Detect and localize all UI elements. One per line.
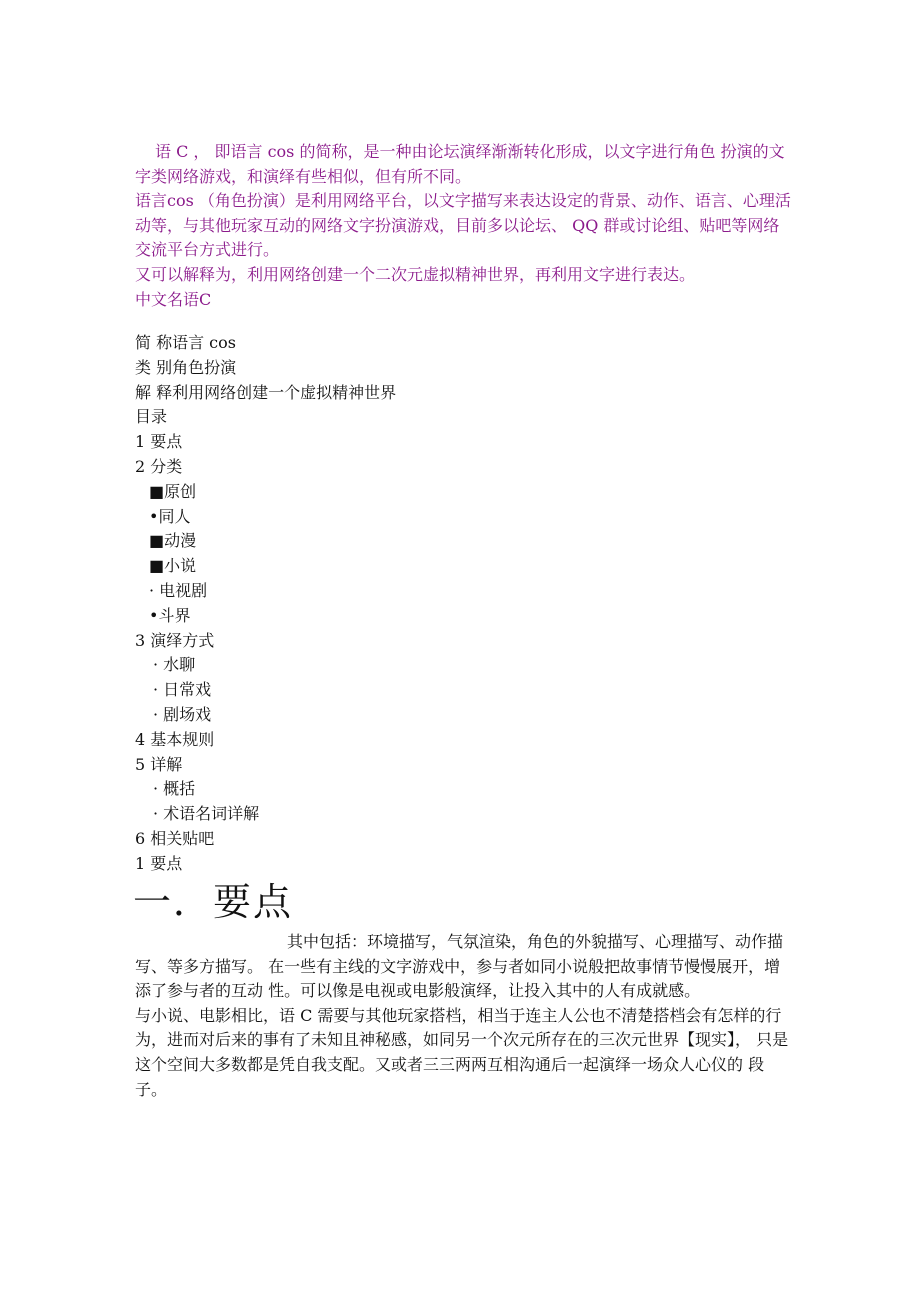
- body-paragraph-1: 其中包括：环境描写，气氛渲染，角色的外貌描写、心理描写、动作描写、等多方描写。 在一些有主线的文字游戏中，参与者如同小说般把故事情节慢慢展开，增添了参与者的互动 性。可以像是电视或电影般演绎，让投入其中的人有成就感。: [135, 932, 784, 1001]
- info-explanation: 解 释利用网络创建一个虚拟精神世界: [135, 382, 397, 402]
- intro-paragraph-2: 语言cos （角色扮演）是利用网络平台，以文字描写来表达设定的背景、动作、语言、心理活动等，与其他玩家互动的网络文字扮演游戏，目前多以论坛、 QQ 群或讨论组、贴吧等网络交流平台方式进行。: [135, 191, 791, 260]
- toc-subitem: · 术语名词详解: [153, 804, 260, 824]
- intro-paragraph-3: 又可以解释为，利用网络创建一个二次元虚拟精神世界，再利用文字进行表达。: [135, 264, 696, 284]
- intro-section: [135, 140, 795, 312]
- toc-subitem: •同人: [149, 506, 191, 526]
- toc-subitem: · 日常戏: [153, 680, 212, 700]
- toc-item: 5 详解: [135, 754, 183, 774]
- body-paragraph-2: 与小说、电影相比，语 C 需要与其他玩家搭档，相当于连主人公也不清楚搭档会有怎样的行为，进而对后来的事有了未知且神秘感，如同另一个次元所存在的三次元世界【现实】， 只是这个空间大多数都是凭自我支配。又或者三三两两互相沟通后一起演绎一场众人心仪的 段子。: [135, 1005, 789, 1099]
- intro-chinese-name: 中文名语C: [135, 289, 212, 309]
- info-abbreviation: 简 称语言 cos: [135, 333, 236, 352]
- toc-subitem: •斗界: [149, 605, 191, 625]
- toc-subitem: · 剧场戏: [153, 704, 212, 724]
- toc-item: 4 基本规则: [135, 729, 215, 749]
- toc-item: 1 要点: [135, 432, 183, 452]
- toc-item: 6 相关贴吧: [135, 828, 215, 848]
- info-and-toc: [135, 331, 735, 877]
- toc-subitem: ■小说: [149, 556, 197, 576]
- toc-item: 1 要点: [135, 853, 183, 873]
- toc-item: 2 分类: [135, 456, 183, 476]
- info-category: 类 别角色扮演: [135, 357, 237, 377]
- section-heading: 一．要点: [133, 880, 294, 924]
- toc-subitem: · 概括: [153, 779, 196, 799]
- toc-item: 3 演绎方式: [135, 630, 215, 650]
- toc-subitem: ■动漫: [149, 531, 197, 551]
- section-body: [135, 930, 790, 1102]
- toc-title: 目录: [135, 407, 168, 427]
- toc-subitem: · 水聊: [153, 655, 196, 675]
- intro-paragraph-1: 语 C ， 即语言 cos 的简称，是一种由论坛演绎渐渐转化形成，以文字进行角色 扮演的文字类网络游戏，和演绎有些相似，但有所不同。: [135, 142, 785, 186]
- toc-subitem: · 电视剧: [149, 580, 208, 600]
- toc-subitem: ■原创: [149, 481, 197, 501]
